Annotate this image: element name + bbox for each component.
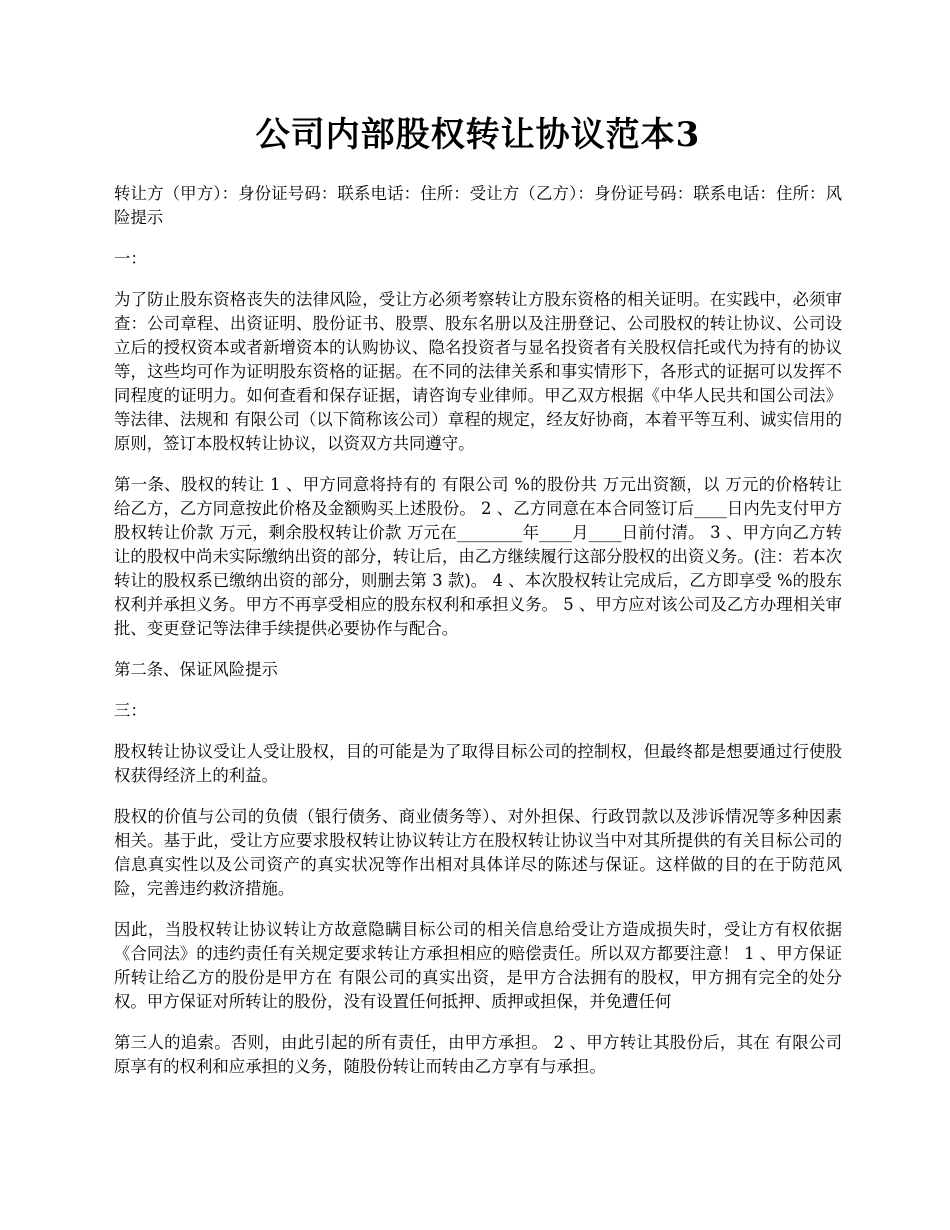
article-one-paragraph: 第一条、股权的转让 1 、甲方同意将持有的 有限公司 %的股份共 万元出资额，以 万元的价格转让给乙方，乙方同意按此价格及金额购买上述股份。 2 、乙方同意在本合同签订后____日内先支付甲方股权转让价款 万元，剩余股权转让价款 万元在________年____月____日前付清。 3 、甲方向乙方转让的股权中尚未实际缴纳出资的部分，转让后，由乙方继续履行这部分股权的出资义务。(注：若本次转让的股权系已缴纳出资的部分，则删去第 3 款)。 4 、本次股权转让完成后，乙方即享受 %的股东权利并承担义务。甲方不再享受相应的股东权利和承担义务。 5 、甲方应对该公司及乙方办理相关审批、变更登记等法律手续提供必要协作与配合。 [114,475,842,638]
section-heading-three: 三： [114,701,147,720]
section-heading-one: 一： [114,249,147,268]
equity-value-paragraph: 股权的价值与公司的负债（银行债务、商业债务等）、对外担保、行政罚款以及涉诉情况等多种因素相关。基于此，受让方应要求股权转让协议转让方在股权转让协议当中对其所提供的有关目标公司的信息真实性以及公司资产的真实状况等作出相对具体详尽的陈述与保证。这样做的目的在于防范风险，完善违约救济措施。 [114,807,842,898]
parties-paragraph: 转让方（甲方）：身份证号码：联系电话：住所：受让方（乙方）：身份证号码：联系电话：住所：风险提示 [114,184,842,227]
document-page [114,110,842,1096]
liability-paragraph: 因此，当股权转让协议转让方故意隐瞒目标公司的相关信息给受让方造成损失时，受让方有权依据《合同法》的违约责任有关规定要求转让方承担相应的赔偿责任。所以双方都要注意！ 1 、甲方保证所转让给乙方的股份是甲方在 有限公司的真实出资，是甲方合法拥有的股权，甲方拥有完全的处分权。甲方保证对所转让的股份，没有设置任何抵押、质押或担保，并免遭任何 [114,920,842,1011]
document-title: 公司内部股权转让协议范本3 [255,115,701,155]
article-two-heading: 第二条、保证风险提示 [114,660,278,679]
third-party-paragraph: 第三人的追索。否则，由此引起的所有责任，由甲方承担。 2 、甲方转让其股份后，其在 有限公司原享有的权利和应承担的义务，随股份转让而转由乙方享有与承担。 [114,1033,842,1076]
purpose-paragraph: 股权转让协议受让人受让股权，目的可能是为了取得目标公司的控制权，但最终都是想要通过行使股权获得经济上的利益。 [114,742,842,785]
shareholder-risk-paragraph: 为了防止股东资格丧失的法律风险，受让方必须考察转让方股东资格的相关证明。在实践中，必须审查：公司章程、出资证明、股份证书、股票、股东名册以及注册登记、公司股权的转让协议、公司设立后的授权资本或者新增资本的认购协议、隐名投资者与显名投资者有关股权信托或代为持有的协议等，这些均可作为证明股东资格的证据。在不同的法律关系和事实情形下，各形式的证据可以发挥不同程度的证明力。如何查看和保存证据，请咨询专业律师。甲乙双方根据《中华人民共和国公司法》等法律、法规和 有限公司（以下简称该公司）章程的规定，经友好协商，本着平等互利、诚实信用的原则，签订本股权转让协议，以资双方共同遵守。 [114,290,842,453]
